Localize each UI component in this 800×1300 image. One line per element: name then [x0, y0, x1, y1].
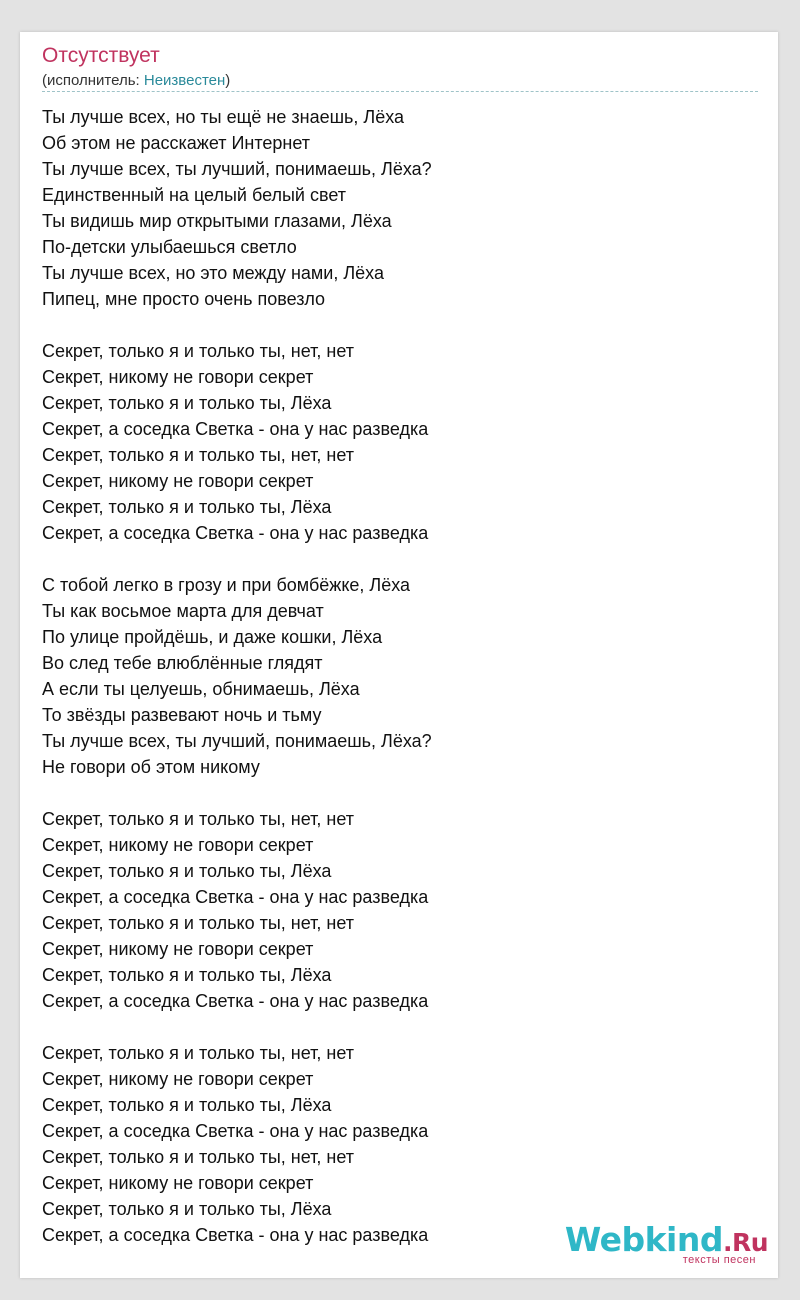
lyric-line: Единственный на целый белый свет — [42, 185, 346, 205]
lyric-line: Секрет, а соседка Светка - она у нас разведка — [42, 1121, 429, 1141]
lyric-line: Секрет, только я и только ты, нет, нет — [42, 341, 355, 361]
site-watermark — [564, 1220, 772, 1270]
lyric-line: Секрет, никому не говори секрет — [42, 835, 314, 855]
artist-line — [42, 72, 230, 90]
lyric-line: Секрет, никому не говори секрет — [42, 1173, 314, 1193]
lyric-line: То звёзды развевают ночь и тьму — [42, 705, 322, 725]
stanza-break — [42, 312, 758, 338]
stanza-break — [42, 780, 758, 806]
lyric-line: Секрет, а соседка Светка - она у нас разведка — [42, 523, 429, 543]
lyric-line: С тобой легко в грозу и при бомбёжке, Лёха — [42, 575, 411, 595]
lyric-line: Секрет, только я и только ты, нет, нет — [42, 1147, 355, 1167]
lyric-line: Ты лучше всех, ты лучший, понимаешь, Лёха? — [42, 731, 432, 751]
logo-tld: .Ru — [722, 1228, 768, 1257]
artist-suffix: ) — [225, 72, 231, 89]
lyric-line: Секрет, только я и только ты, Лёха — [42, 1199, 332, 1219]
stanza-break — [42, 1014, 758, 1040]
lyric-line: Ты лучше всех, но ты ещё не знаешь, Лёха — [42, 107, 405, 127]
lyric-line: Пипец, мне просто очень повезло — [42, 289, 326, 309]
lyric-line: Ты лучше всех, но это между нами, Лёха — [42, 263, 384, 283]
artist-prefix: (исполнитель: — [42, 72, 144, 89]
lyric-line: Ты как восьмое марта для девчат — [42, 601, 324, 621]
lyric-line: Секрет, только я и только ты, нет, нет — [42, 809, 355, 829]
lyric-line: Секрет, только я и только ты, нет, нет — [42, 445, 355, 465]
lyric-line: По-детски улыбаешься светло — [42, 237, 297, 257]
lyric-line: Секрет, только я и только ты, Лёха — [42, 861, 332, 881]
song-title: Отсутствует — [42, 44, 160, 67]
lyric-line: Секрет, а соседка Светка - она у нас разведка — [42, 887, 429, 907]
lyric-line: Секрет, никому не говори секрет — [42, 471, 314, 491]
lyric-line: Секрет, а соседка Светка - она у нас разведка — [42, 419, 429, 439]
lyric-line: Ты видишь мир открытыми глазами, Лёха — [42, 211, 392, 231]
logo-brand: Webkind — [564, 1220, 723, 1259]
header-divider — [42, 91, 758, 92]
stanza-break — [42, 546, 758, 572]
lyric-line: Секрет, никому не говори секрет — [42, 367, 314, 387]
lyric-line: Секрет, а соседка Светка - она у нас разведка — [42, 1225, 429, 1245]
lyric-line: По улице пройдёшь, и даже кошки, Лёха — [42, 627, 383, 647]
lyrics-body — [42, 104, 758, 1248]
logo-tagline: тексты песен — [682, 1254, 756, 1266]
lyric-line: Секрет, никому не говори секрет — [42, 1069, 314, 1089]
lyric-line: Ты лучше всех, ты лучший, понимаешь, Лёха? — [42, 159, 432, 179]
lyric-line: Секрет, а соседка Светка - она у нас разведка — [42, 991, 429, 1011]
lyric-line: Секрет, только я и только ты, Лёха — [42, 965, 332, 985]
lyric-line: Секрет, только я и только ты, Лёха — [42, 497, 332, 517]
lyric-line: Не говори об этом никому — [42, 757, 260, 777]
lyrics-card — [20, 32, 778, 1278]
lyric-line: Секрет, никому не говори секрет — [42, 939, 314, 959]
lyric-line: Во след тебе влюблённые глядят — [42, 653, 323, 673]
lyric-line: Секрет, только я и только ты, Лёха — [42, 393, 332, 413]
lyric-line: Секрет, только я и только ты, Лёха — [42, 1095, 332, 1115]
artist-link[interactable]: Неизвестен — [143, 72, 226, 89]
lyric-line: А если ты целуешь, обнимаешь, Лёха — [42, 679, 360, 699]
lyric-line: Секрет, только я и только ты, нет, нет — [42, 913, 355, 933]
lyric-line: Секрет, только я и только ты, нет, нет — [42, 1043, 355, 1063]
lyric-line: Об этом не расскажет Интернет — [42, 133, 311, 153]
